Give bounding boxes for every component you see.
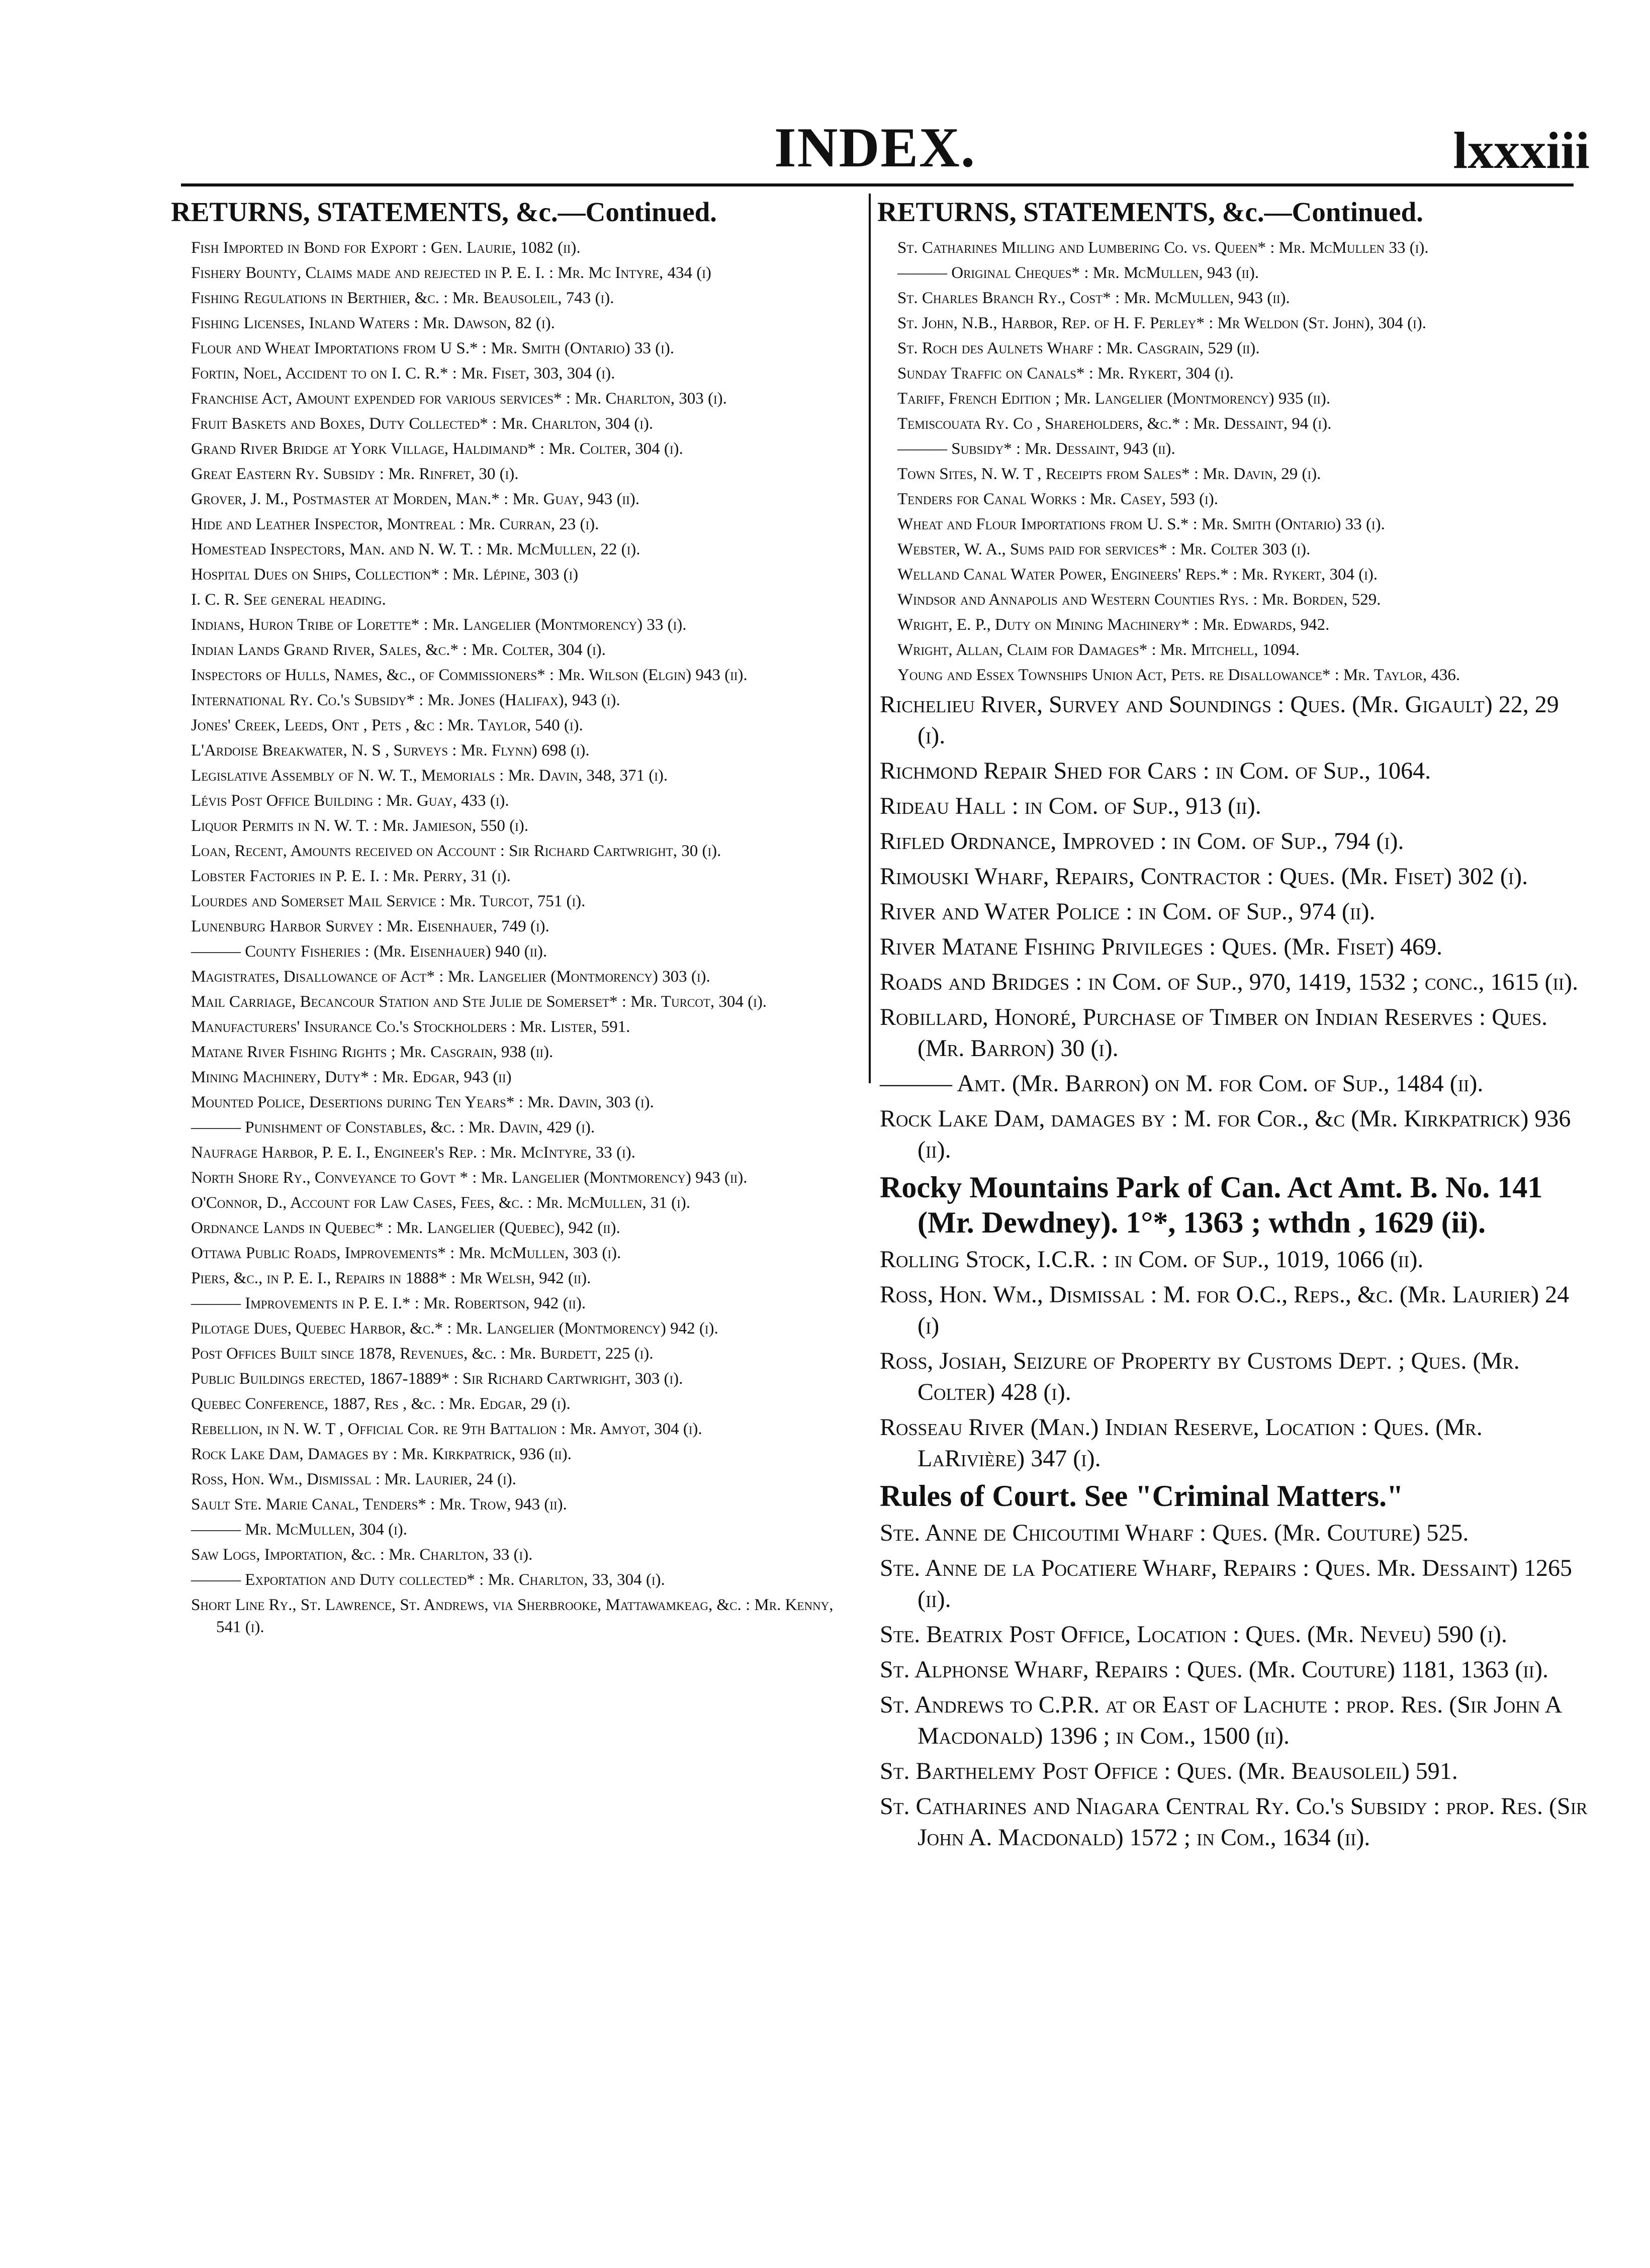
index-entry: Jones' Creek, Leeds, Ont , Pets , &c : Mr. Taylor, 540 (i). [191,716,583,734]
index-entry: Lunenburg Harbor Survey : Mr. Eisenhauer, 749 (i). [191,917,549,935]
index-entry: Fishery Bounty, Claims made and rejected in P. E. I. : Mr. Mc Intyre, 434 (i) [191,264,711,282]
index-entry: Wheat and Flour Importations from U. S.* : Mr. Smith (Ontario) 33 (i). [897,515,1385,533]
index-entry: Sault Ste. Marie Canal, Tenders* : Mr. Trow, 943 (ii). [191,1495,567,1514]
index-entry: Wright, Allan, Claim for Damages* : Mr. Mitchell, 1094. [897,641,1300,659]
left-column [171,196,862,1641]
index-entry: Lévis Post Office Building : Mr. Guay, 433 (i). [191,792,509,810]
index-entry: Fishing Regulations in Berthier, &c. : Mr. Beausoleil, 743 (i). [191,289,614,307]
index-entry: Saw Logs, Importation, &c. : Mr. Charlton, 33 (i). [191,1546,533,1564]
right-column [877,196,1591,1857]
right-large-entry-list [877,689,1591,1853]
right-section-heading: RETURNS, STATEMENTS, &c.—Continued. [877,197,1423,227]
index-entry: Lobster Factories in P. E. I. : Mr. Perry, 31 (i). [191,867,511,885]
index-entry: Grover, J. M., Postmaster at Morden, Man.* : Mr. Guay, 943 (ii). [191,490,639,508]
index-entry: Webster, W. A., Sums paid for services* : Mr. Colter 303 (i). [897,540,1311,558]
index-entry: Ottawa Public Roads, Improvements* : Mr. McMullen, 303 (i). [191,1244,621,1262]
index-entry: Mining Machinery, Duty* : Mr. Edgar, 943 (ii) [191,1068,512,1086]
index-entry: Short Line Ry., St. Lawrence, St. Andrews, via Sherbrooke, Mattawamkeag, &c. : Mr. Kenny, 541 (i). [191,1596,834,1636]
index-entry: Town Sites, N. W. T , Receipts from Sales* : Mr. Davin, 29 (i). [897,465,1321,483]
index-entry: Ordnance Lands in Quebec* : Mr. Langelier (Quebec), 942 (ii). [191,1219,620,1237]
index-entry: O'Connor, D., Account for Law Cases, Fees, &c. : Mr. McMullen, 31 (i). [191,1194,690,1212]
right-small-entry-list [877,237,1591,686]
index-entry: Ste. Anne de Chicoutimi Wharf : Ques. (Mr. Couture) 525. [880,1520,1469,1546]
index-entry: Fruit Baskets and Boxes, Duty Collected* : Mr. Charlton, 304 (i). [191,415,654,433]
index-entry: Quebec Conference, 1887, Res , &c. : Mr. Edgar, 29 (i). [191,1395,571,1413]
index-entry: Ross, Hon. Wm., Dismissal : M. for O.C., Reps., &c. (Mr. Laurier) 24 (i) [880,1281,1570,1339]
index-entry: St. John, N.B., Harbor, Rep. of H. F. Perley* : Mr Weldon (St. John), 304 (i). [897,314,1427,332]
index-entry: Rideau Hall : in Com. of Sup., 913 (ii). [880,793,1261,819]
index-entry: Richmond Repair Shed for Cars : in Com. of Sup., 1064. [880,758,1431,784]
index-entry: Rifled Ordnance, Improved : in Com. of Sup., 794 (i). [880,828,1404,855]
index-entry: Rebellion, in N. W. T , Official Cor. re 9th Battalion : Mr. Amyot, 304 (i). [191,1420,702,1438]
index-entry: Flour and Wheat Importations from U S.* : Mr. Smith (Ontario) 33 (i). [191,339,674,357]
index-entry: Fish Imported in Bond for Export : Gen. Laurie, 1082 (ii). [191,239,581,257]
index-entry: Temiscouata Ry. Co , Shareholders, &c.* : Mr. Dessaint, 94 (i). [897,415,1332,433]
index-entry: L'Ardoise Breakwater, N. S , Surveys : Mr. Flynn) 698 (i). [191,741,590,760]
index-entry: Inspectors of Hulls, Names, &c., of Commissioners* : Mr. Wilson (Elgin) 943 (ii). [191,666,748,684]
index-entry: Fishing Licenses, Inland Waters : Mr. Dawson, 82 (i). [191,314,555,332]
index-entry: St. Alphonse Wharf, Repairs : Ques. (Mr. Couture) 1181, 1363 (ii). [880,1656,1548,1683]
page-title: INDEX. [774,117,976,179]
index-entry: Ross, Josiah, Seizure of Property by Customs Dept. ; Ques. (Mr. Colter) 428 (i). [880,1348,1520,1405]
index-entry: St. Catharines Milling and Lumbering Co. vs. Queen* : Mr. McMullen 33 (i). [897,239,1429,257]
index-entry: ——— Exportation and Duty collected* : Mr. Charlton, 33, 304 (i). [191,1571,665,1589]
index-entry: Post Offices Built since 1878, Revenues, &c. : Mr. Burdett, 225 (i). [191,1345,654,1363]
index-entry: Rock Lake Dam, damages by : M. for Cor., &c (Mr. Kirkpatrick) 936 (ii). [880,1105,1571,1163]
index-entry: ——— County Fisheries : (Mr. Eisenhauer) 940 (ii). [191,942,547,961]
index-entry: St. Andrews to C.P.R. at or East of Lachute : prop. Res. (Sir John A Macdonald) 1396 ; in Com., 1500 (ii). [880,1691,1561,1749]
index-entry: Wright, E. P., Duty on Mining Machinery* : Mr. Edwards, 942. [897,616,1330,634]
left-section-heading: RETURNS, STATEMENTS, &c.—Continued. [171,197,717,227]
index-entry: Fortin, Noel, Accident to on I. C. R.* : Mr. Fiset, 303, 304 (i). [191,364,615,383]
index-entry: Ste. Beatrix Post Office, Location : Ques. (Mr. Neveu) 590 (i). [880,1621,1507,1648]
left-entry-list [171,237,862,1638]
column-divider [869,194,871,1083]
index-entry: Manufacturers' Insurance Co.'s Stockholders : Mr. Lister, 591. [191,1018,630,1036]
index-entry: Legislative Assembly of N. W. T., Memorials : Mr. Davin, 348, 371 (i). [191,767,668,785]
index-entry: Hide and Leather Inspector, Montreal : Mr. Curran, 23 (i). [191,515,599,533]
index-entry: St. Barthelemy Post Office : Ques. (Mr. Beausoleil) 591. [880,1758,1458,1784]
index-entry: Naufrage Harbor, P. E. I., Engineer's Rep. : Mr. McIntyre, 33 (i). [191,1144,635,1162]
index-entry: ——— Amt. (Mr. Barron) on M. for Com. of Sup., 1484 (ii). [880,1070,1484,1097]
index-entry: Indian Lands Grand River, Sales, &c.* : Mr. Colter, 304 (i). [191,641,606,659]
index-entry: River and Water Police : in Com. of Sup., 974 (ii). [880,898,1376,925]
index-entry: Rock Lake Dam, Damages by : Mr. Kirkpatrick, 936 (ii). [191,1445,572,1463]
index-entry: International Ry. Co.'s Subsidy* : Mr. Jones (Halifax), 943 (i). [191,691,620,709]
index-entry: Liquor Permits in N. W. T. : Mr. Jamieson, 550 (i). [191,817,529,835]
index-entry: Windsor and Annapolis and Western Counties Rys. : Mr. Borden, 529. [897,591,1381,609]
index-entry: River Matane Fishing Privileges : Ques. (Mr. Fiset) 469. [880,933,1442,960]
index-entry: Indians, Huron Tribe of Lorette* : Mr. Langelier (Montmorency) 33 (i). [191,616,687,634]
index-entry: ——— Subsidy* : Mr. Dessaint, 943 (ii). [897,440,1175,458]
header-rule [181,183,1574,186]
index-entry: Rolling Stock, I.C.R. : in Com. of Sup., 1019, 1066 (ii). [880,1246,1424,1273]
index-entry: Rimouski Wharf, Repairs, Contractor : Ques. (Mr. Fiset) 302 (i). [880,863,1528,890]
index-entry: Mounted Police, Desertions during Ten Years* : Mr. Davin, 303 (i). [191,1093,654,1111]
index-entry: St. Catharines and Niagara Central Ry. Co.'s Subsidy : prop. Res. (Sir John A. Macdonald) 1572 ; in Com., 1634 (ii). [880,1793,1588,1851]
index-entry: St. Charles Branch Ry., Cost* : Mr. McMullen, 943 (ii). [897,289,1290,307]
index-entry: Franchise Act, Amount expended for various services* : Mr. Charlton, 303 (i). [191,390,727,408]
index-entry: ——— Original Cheques* : Mr. McMullen, 943 (ii). [897,264,1259,282]
index-entry: Welland Canal Water Power, Engineers' Reps.* : Mr. Rykert, 304 (i). [897,565,1378,584]
index-entry: ——— Improvements in P. E. I.* : Mr. Robertson, 942 (ii). [191,1294,586,1312]
index-entry: Piers, &c., in P. E. I., Repairs in 1888* : Mr Welsh, 942 (ii). [191,1269,591,1287]
index-entry: Rules of Court. See "Criminal Matters." [880,1479,1404,1513]
index-entry: Matane River Fishing Rights ; Mr. Casgrain, 938 (ii). [191,1043,554,1061]
index-entry: Lourdes and Somerset Mail Service : Mr. Turcot, 751 (i). [191,892,586,910]
page-number: lxxxiii [1453,122,1590,179]
index-entry: I. C. R. See general heading. [191,591,386,609]
index-entry: Magistrates, Disallowance of Act* : Mr. Langelier (Montmorency) 303 (i). [191,968,710,986]
page-header [0,116,1650,181]
index-entry: ——— Punishment of Constables, &c. : Mr. Davin, 429 (i). [191,1118,595,1137]
index-entry: Tenders for Canal Works : Mr. Casey, 593 (i). [897,490,1218,508]
index-entry: Loan, Recent, Amounts received on Account : Sir Richard Cartwright, 30 (i). [191,842,721,860]
index-entry: Great Eastern Ry. Subsidy : Mr. Rinfret, 30 (i). [191,465,519,483]
index-entry: Richelieu River, Survey and Soundings : Ques. (Mr. Gigault) 22, 29 (i). [880,691,1559,749]
index-entry: ——— Mr. McMullen, 304 (i). [191,1521,407,1539]
index-entry: Ross, Hon. Wm., Dismissal : Mr. Laurier, 24 (i). [191,1470,516,1488]
index-entry: Homestead Inspectors, Man. and N. W. T. : Mr. McMullen, 22 (i). [191,540,640,558]
index-entry: Tariff, French Edition ; Mr. Langelier (Montmorency) 935 (ii). [897,390,1331,408]
index-entry: Young and Essex Townships Union Act, Pets. re Disallowance* : Mr. Taylor, 436. [897,666,1460,684]
index-entry: Rosseau River (Man.) Indian Reserve, Location : Ques. (Mr. LaRivière) 347 (i). [880,1414,1483,1472]
index-entry: Ste. Anne de la Pocatiere Wharf, Repairs : Ques. Mr. Dessaint) 1265 (ii). [880,1555,1572,1613]
index-entry: Sunday Traffic on Canals* : Mr. Rykert, 304 (i). [897,364,1234,383]
index-entry: Public Buildings erected, 1867-1889* : Sir Richard Cartwright, 303 (i). [191,1370,683,1388]
index-entry: Hospital Dues on Ships, Collection* : Mr. Lépine, 303 (i) [191,565,579,584]
index-entry: St. Roch des Aulnets Wharf : Mr. Casgrain, 529 (ii). [897,339,1260,357]
index-entry: North Shore Ry., Conveyance to Govt * : Mr. Langelier (Montmorency) 943 (ii). [191,1169,748,1187]
index-entry: Pilotage Dues, Quebec Harbor, &c.* : Mr. Langelier (Montmorency) 942 (i). [191,1319,718,1338]
index-entry: Grand River Bridge at York Village, Haldimand* : Mr. Colter, 304 (i). [191,440,683,458]
index-entry: Robillard, Honoré, Purchase of Timber on Indian Reserves : Ques. (Mr. Barron) 30 (i). [880,1004,1548,1062]
index-entry: Roads and Bridges : in Com. of Sup., 970, 1419, 1532 ; conc., 1615 (ii). [880,969,1579,995]
index-entry: Rocky Mountains Park of Can. Act Amt. B. No. 141 (Mr. Dewdney). 1°*, 1363 ; wthdn , 1629 (ii). [880,1171,1543,1239]
index-entry: Mail Carriage, Becancour Station and Ste Julie de Somerset* : Mr. Turcot, 304 (i). [191,993,767,1011]
